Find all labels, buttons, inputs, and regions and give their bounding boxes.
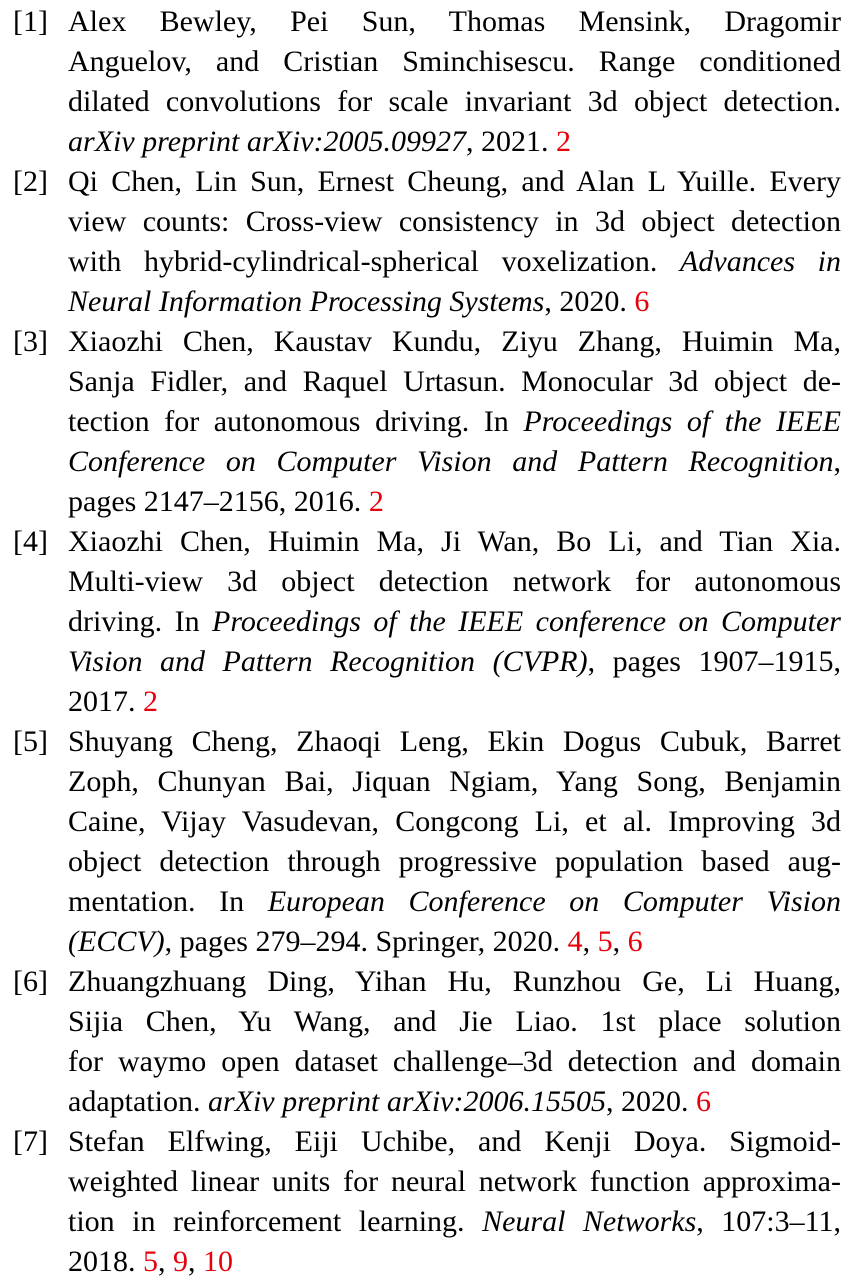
venue-text: Advances in — [680, 245, 842, 278]
reference-text: Zhuangzhuang Ding, Yihan Hu, Runzhou Ge, Li Huang, — [68, 965, 841, 998]
reference-line — [68, 362, 841, 402]
reference-line — [68, 842, 841, 882]
venue-text: (ECCV) — [68, 925, 165, 958]
reference-text: with hybrid-cylindrical-spherical voxelization. — [68, 245, 681, 278]
reference-line — [68, 642, 841, 682]
reference-text: object detection through progressive population based aug- — [68, 845, 841, 878]
reference-text: Sanja Fidler, and Raquel Urtasun. Monocular 3d object de- — [68, 365, 841, 398]
reference-text: , 107:3–11, — [696, 1205, 841, 1238]
reference-line — [68, 1162, 841, 1202]
reference-line — [68, 242, 841, 282]
reference-text: , pages 279–294. Springer, 2020. — [164, 925, 568, 958]
reference-line — [68, 722, 841, 762]
reference-line — [68, 1082, 841, 1122]
reference-text: for waymo open dataset challenge–3d detection and domain — [68, 1045, 841, 1078]
reference-text: , 2020. — [605, 1085, 696, 1118]
reference-text: Shuyang Cheng, Zhaoqi Leng, Ekin Dogus Cubuk, Barret — [68, 725, 841, 758]
reference-text: , — [188, 1245, 203, 1278]
reference-text: tion in reinforcement learning. — [68, 1205, 483, 1238]
page-backref-link[interactable]: 2 — [368, 485, 384, 518]
reference-text: Alex Bewley, Pei Sun, Thomas Mensink, Dragomir — [68, 5, 841, 38]
reference-line — [68, 922, 841, 962]
reference-line — [68, 1242, 841, 1282]
reference-line — [68, 882, 841, 922]
reference-number: [4] — [13, 525, 48, 558]
reference-number: [2] — [13, 165, 48, 198]
reference-line — [68, 122, 841, 162]
reference-text: Zoph, Chunyan Bai, Jiquan Ngiam, Yang Song, Benjamin — [68, 765, 841, 798]
reference-text: Xiaozhi Chen, Huimin Ma, Ji Wan, Bo Li, and Tian Xia. — [68, 525, 841, 558]
reference-line — [68, 82, 841, 122]
reference-line — [68, 682, 841, 722]
reference-text: , — [833, 445, 841, 478]
reference-text: , — [158, 1245, 173, 1278]
page-backref-link[interactable]: 6 — [634, 285, 650, 318]
reference-text: Sijia Chen, Yu Wang, and Jie Liao. 1st place solution — [68, 1005, 841, 1038]
reference-line — [68, 522, 841, 562]
reference-entry — [0, 322, 865, 522]
reference-line — [68, 562, 841, 602]
page-backref-link[interactable]: 9 — [173, 1245, 188, 1278]
reference-text: driving. In — [68, 605, 213, 638]
reference-entry — [0, 1122, 865, 1282]
venue-text: European Conference on Computer Vision — [267, 885, 841, 918]
reference-number: [1] — [13, 5, 48, 38]
reference-line — [68, 1202, 841, 1242]
reference-text: adaptation. — [68, 1085, 208, 1118]
reference-text: , — [612, 925, 628, 958]
reference-line — [68, 2, 841, 42]
venue-text: arXiv preprint arXiv:2005.09927 — [68, 125, 467, 158]
reference-line — [68, 322, 841, 362]
venue-text: Vision and Pattern Recognition (CVPR) — [68, 645, 588, 678]
reference-entry — [0, 162, 865, 322]
reference-line — [68, 42, 841, 82]
venue-text: Neural Networks — [482, 1205, 697, 1238]
reference-text: weighted linear units for neural network function approxima- — [68, 1165, 841, 1198]
reference-text: , 2020. — [544, 285, 635, 318]
reference-entry — [0, 2, 865, 162]
reference-line — [68, 442, 841, 482]
reference-line — [68, 282, 841, 322]
page-backref-link[interactable]: 6 — [695, 1085, 711, 1118]
reference-text: Anguelov, and Cristian Sminchisescu. Range conditioned — [68, 45, 841, 78]
page-backref-link[interactable]: 4 — [567, 925, 583, 958]
reference-text: mentation. In — [68, 885, 268, 918]
reference-number: [6] — [13, 965, 48, 998]
reference-line — [68, 602, 841, 642]
venue-text: Neural Information Processing Systems — [68, 285, 545, 318]
reference-text: Stefan Elfwing, Eiji Uchibe, and Kenji Doya. Sigmoid- — [68, 1125, 841, 1158]
page-backref-link[interactable]: 5 — [143, 1245, 158, 1278]
venue-text: Conference on Computer Vision and Pattern Recognition — [68, 445, 834, 478]
page-backref-link[interactable]: 6 — [627, 925, 643, 958]
reference-number: [7] — [13, 1125, 48, 1158]
reference-line — [68, 802, 841, 842]
reference-entry — [0, 522, 865, 722]
page-backref-link[interactable]: 5 — [597, 925, 613, 958]
venue-text: arXiv preprint arXiv:2006.15505 — [207, 1085, 606, 1118]
reference-text: Multi-view 3d object detection network for autonomous — [68, 565, 841, 598]
reference-text: 2017. — [68, 685, 143, 718]
reference-line — [68, 202, 841, 242]
reference-line — [68, 1002, 841, 1042]
reference-text: dilated convolutions for scale invariant 3d object detection. — [68, 85, 841, 118]
reference-text: 2018. — [68, 1245, 143, 1278]
page-backref-link[interactable]: 2 — [556, 125, 572, 158]
reference-text: tection for autonomous driving. In — [68, 405, 524, 438]
reference-number: [3] — [13, 325, 48, 358]
reference-line — [68, 1042, 841, 1082]
reference-text: pages 2147–2156, 2016. — [68, 485, 369, 518]
reference-entry — [0, 722, 865, 962]
venue-text: Proceedings of the IEEE — [523, 405, 841, 438]
reference-line — [68, 762, 841, 802]
reference-line — [68, 162, 841, 202]
reference-entry — [0, 962, 865, 1122]
reference-text: view counts: Cross-view consistency in 3d object detection — [68, 205, 841, 238]
reference-line — [68, 482, 841, 522]
reference-text: , pages 1907–1915, — [587, 645, 841, 678]
reference-number: [5] — [13, 725, 48, 758]
page-backref-link[interactable]: 10 — [203, 1245, 233, 1278]
reference-line — [68, 402, 841, 442]
reference-line — [68, 1122, 841, 1162]
page-backref-link[interactable]: 2 — [143, 685, 158, 718]
venue-text: Proceedings of the IEEE conference on Computer — [212, 605, 841, 638]
reference-text: Caine, Vijay Vasudevan, Congcong Li, et al. Improving 3d — [68, 805, 841, 838]
reference-text: Xiaozhi Chen, Kaustav Kundu, Ziyu Zhang, Huimin Ma, — [68, 325, 841, 358]
reference-text: , — [582, 925, 598, 958]
reference-text: Qi Chen, Lin Sun, Ernest Cheung, and Alan L Yuille. Every — [68, 165, 841, 198]
reference-text: , 2021. — [466, 125, 557, 158]
reference-line — [68, 962, 841, 1002]
